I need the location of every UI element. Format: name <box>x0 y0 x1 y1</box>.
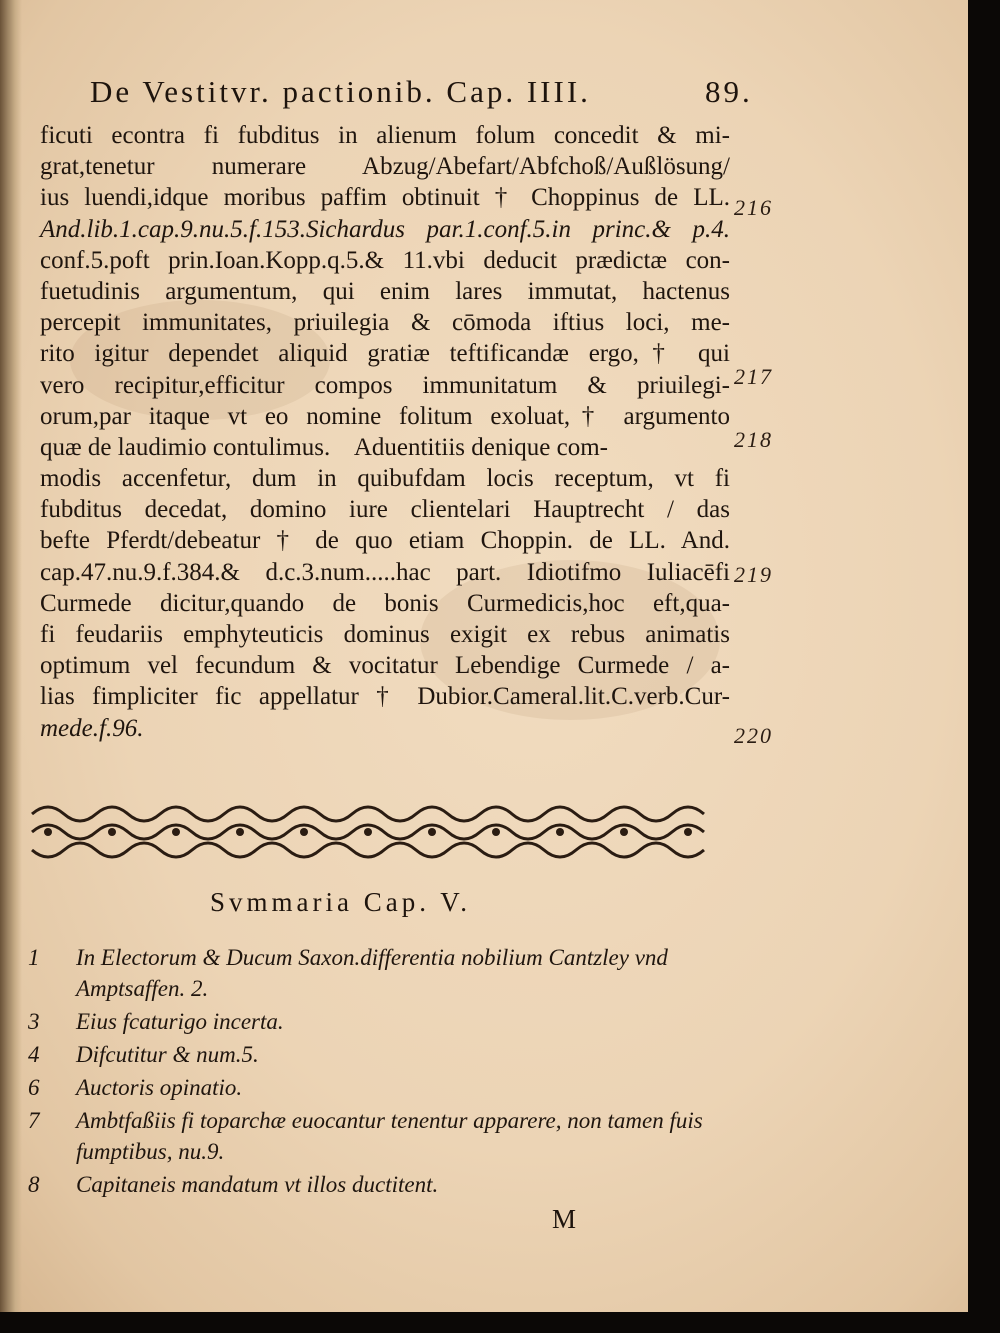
summary-item-number: 3 <box>28 1009 40 1034</box>
summary-item-text: Eius fcaturigo incerta. <box>76 1009 284 1034</box>
text-line: Curmede dicitur,quando de bonis Curmedicis,hoc eft,qua- <box>40 589 730 617</box>
summary-item <box>28 942 728 1004</box>
text-line: lias fimpliciter fic appellatur † Dubior.Cameral.lit.C.verb.Cur- <box>40 683 730 711</box>
summary-item-text: Ambtfaßiis fi toparchæ euocantur tenentur apparere, non tamen fuis fumptibus, nu.9. <box>76 1108 703 1164</box>
text-line: modis accenfetur, dum in quibufdam locis receptum, vt fi <box>40 465 730 493</box>
text-line: conf.5.poft prin.Ioan.Kopp.q.5.& 11.vbi deducit prædictæ con- <box>40 246 730 274</box>
summary-list <box>28 942 728 1202</box>
text-line: quæ de laudimio contulimus. Aduentitiis denique com- <box>40 433 608 461</box>
marginal-number: 219 <box>734 562 773 587</box>
summary-item <box>28 1006 728 1037</box>
decorative-ornament-band <box>28 800 710 864</box>
text-line: ius luendi,idque moribus paffim obtinuit † Choppinus de LL. <box>40 184 730 212</box>
marginal-number: 217 <box>734 364 773 389</box>
summary-item-number: 7 <box>28 1108 40 1133</box>
running-head-title: De Vestitvr. pactionib. Cap. IIII. <box>90 74 591 109</box>
scan-background-bottom <box>0 1312 1000 1333</box>
text-line: fi feudariis emphyteuticis dominus exigit ex rebus animatis <box>40 621 730 648</box>
text-line: befte Pferdt/debeatur † de quo etiam Choppin. de LL. And. <box>40 527 730 555</box>
summary-item-text: In Electorum & Ducum Saxon.differentia nobilium Cantzley vnd Amptsaffen. 2. <box>76 945 668 1001</box>
text-line: grat,tenetur numerare Abzug/Abefart/Abfchoß/Außlösung/ <box>40 153 730 181</box>
text-line: And.lib.1.cap.9.nu.5.f.153.Sichardus par.1.conf.5.in princ.& p.4. <box>40 215 730 243</box>
body-text <box>40 120 730 744</box>
page-gutter-shadow <box>0 0 22 1312</box>
page-number: 89. <box>705 74 753 109</box>
text-line: orum,par itaque vt eo nomine folitum exoluat,† argumento <box>40 402 730 430</box>
summary-item <box>28 1039 728 1070</box>
summary-heading: Svmmaria Cap. V. <box>210 887 472 917</box>
text-line: ficuti econtra fi fubditus in alienum folum concedit & mi- <box>40 122 730 149</box>
summary-item-text: Difcutitur & num.5. <box>76 1042 259 1067</box>
summary-item-number: 8 <box>28 1172 40 1197</box>
summary-item <box>28 1072 728 1103</box>
catchword: M <box>552 1204 577 1234</box>
text-line: rito igitur dependet aliquid gratiæ teftificandæ ergo,† qui <box>40 340 730 368</box>
summary-item <box>28 1169 728 1200</box>
text-line: fubditus decedat, domino iure clientelari Hauptrecht / das <box>40 496 730 524</box>
marginal-number: 218 <box>734 427 773 452</box>
summary-item-number: 4 <box>28 1042 40 1067</box>
summary-item-number: 6 <box>28 1075 40 1100</box>
scan-background-right <box>968 0 1000 1333</box>
summary-item-text: Auctoris opinatio. <box>76 1075 243 1100</box>
text-line: percepit immunitates, priuilegia & cōmoda iftius loci, me- <box>40 309 730 337</box>
summary-item-text: Capitaneis mandatum vt illos ductitent. <box>76 1172 439 1197</box>
summary-item-number: 1 <box>28 945 40 970</box>
text-line: optimum vel fecundum & vocitatur Lebendige Curmede / a- <box>40 652 730 680</box>
summary-item <box>28 1105 728 1167</box>
marginal-number: 220 <box>734 723 773 748</box>
text-line: vero recipitur,efficitur compos immunitatum & priuilegi- <box>40 371 730 399</box>
text-line: fuetudinis argumentum, qui enim lares immutat, hactenus <box>40 277 730 305</box>
text-line: mede.f.96. <box>40 714 144 742</box>
running-head <box>90 74 770 114</box>
text-line: cap.47.nu.9.f.384.& d.c.3.num.....hac part. Idiotifmo Iuliacēfi <box>40 558 730 586</box>
marginal-number: 216 <box>734 195 773 220</box>
